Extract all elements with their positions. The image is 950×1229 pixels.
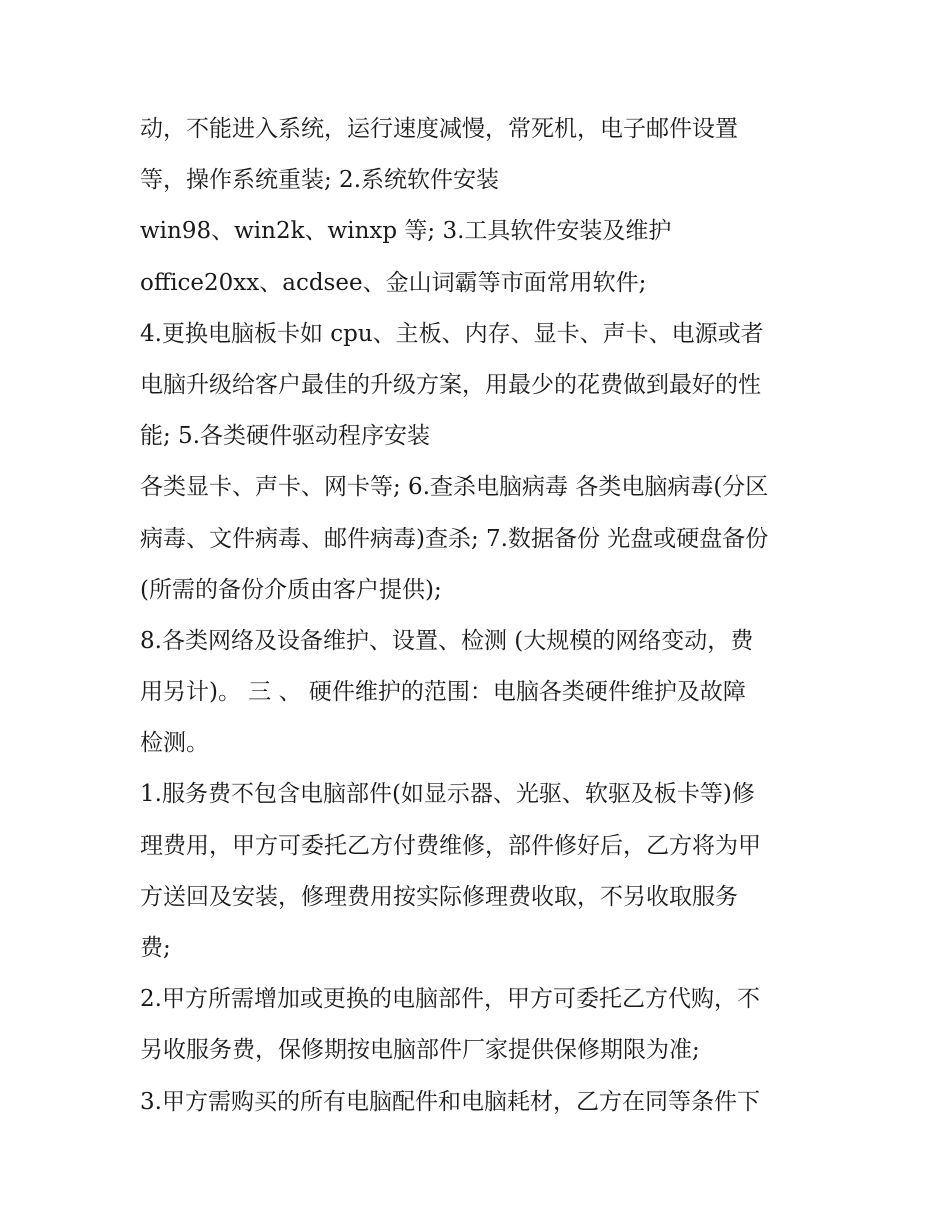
text-line: 理费用，甲方可委托乙方付费维修，部件修好后，乙方将为甲 [140,832,761,859]
text-line: 3.甲方需购买的所有电脑配件和电脑耗材，乙方在同等条件下 [140,1088,760,1115]
text-line: 各类显卡、声卡、网卡等; 6.查杀电脑病毒 各类电脑病毒(分区 [140,474,769,501]
text-line: 动，不能进入系统，运行速度减慢，常死机，电子邮件设置 [140,116,738,142]
text-line: 1.服务费不包含电脑部件(如显示器、光驱、软驱及板卡等)修 [140,781,755,808]
text-line: 另收服务费，保修期按电脑部件厂家提供保修期限为准; [140,1037,700,1064]
text-line: 病毒、文件病毒、邮件病毒)查杀; 7.数据备份 光盘或硬盘备份 [140,525,769,552]
text-line: 8.各类网络及设备维护、设置、检测 (大规模的网络变动，费 [140,627,754,654]
text-line: 用另计)。 三 、 硬件维护的范围：电脑各类硬件维护及故障 [140,679,746,706]
text-line: win98、win2k、winxp 等; 3.工具软件安装及维护 [140,218,672,245]
document-body [140,104,820,1128]
text-line: 4.更换电脑板卡如 cpu、主板、内存、显卡、声卡、电源或者 [140,320,764,347]
text-line: 能; 5.各类硬件驱动程序安装 [140,423,431,450]
text-line: 等，操作系统重装; 2.系统软件安装 [140,167,500,194]
text-line: 电脑升级给客户最佳的升级方案，用最少的花费做到最好的性 [140,371,761,398]
text-line: 2.甲方所需增加或更换的电脑部件，甲方可委托乙方代购，不 [140,986,760,1013]
text-line: office20xx、acdsee、金山词霸等市面常用软件; [140,269,647,296]
text-line: 费; [140,935,171,961]
text-line: 方送回及安装，修理费用按实际修理费收取，不另收取服务 [140,883,738,910]
text-line: (所需的备份介质由客户提供); [140,576,442,603]
text-line: 检测。 [140,730,209,757]
